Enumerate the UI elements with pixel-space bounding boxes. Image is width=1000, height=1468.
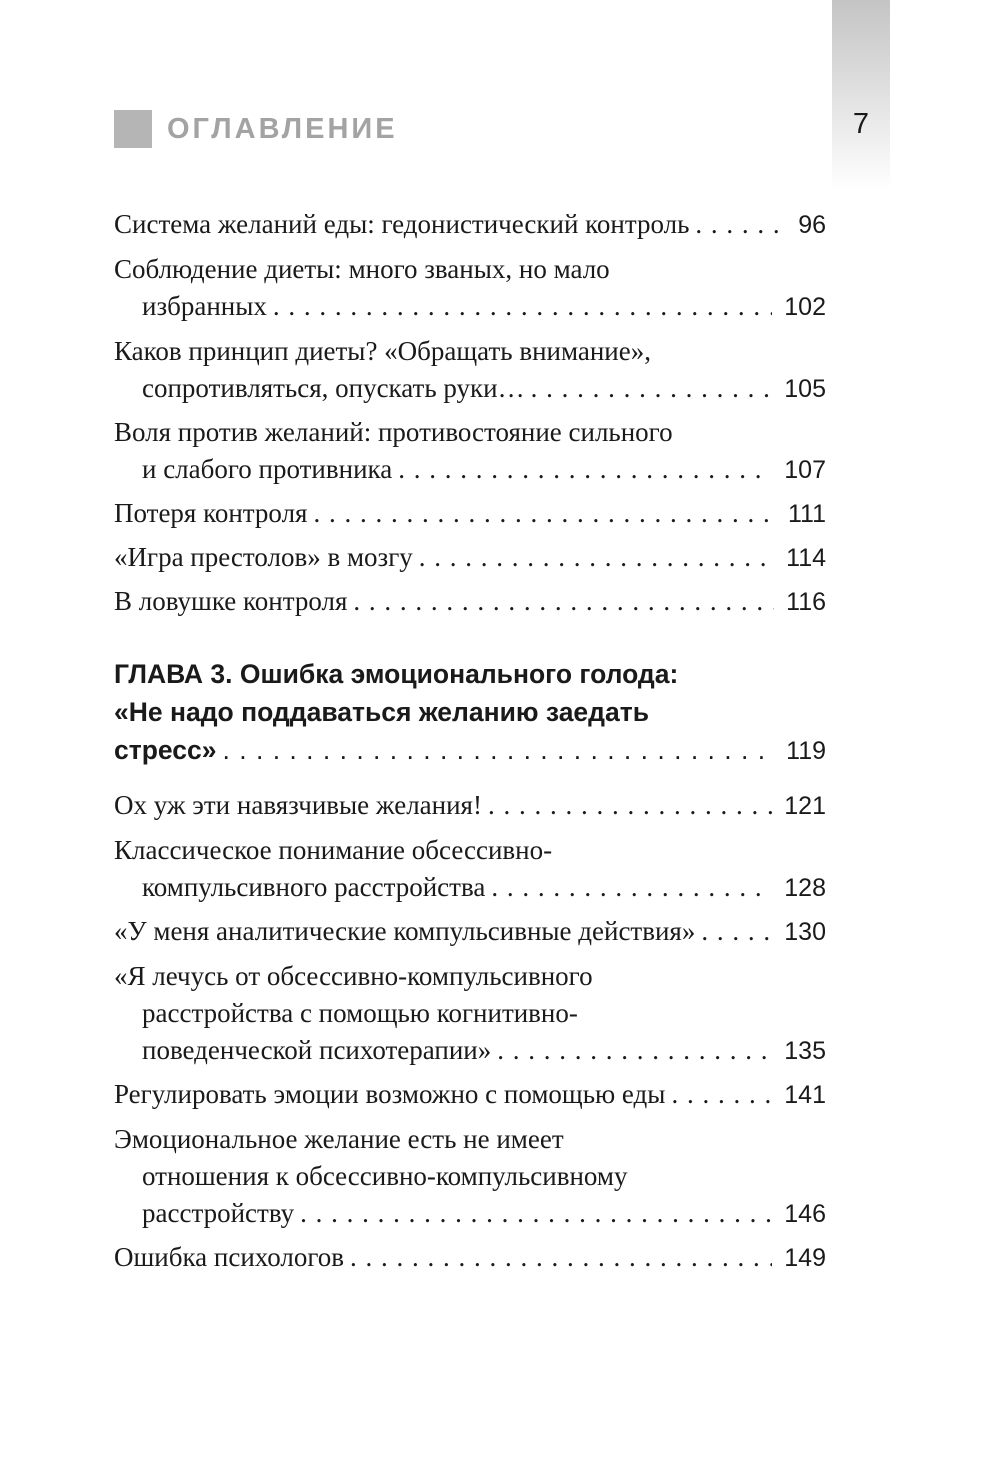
toc-entry-title: Регулировать эмоции возможно с помощью еды: [114, 1079, 666, 1109]
dot-leader: [497, 1031, 772, 1069]
toc-page-number: 128: [784, 874, 826, 902]
toc-page-number: 141: [784, 1081, 826, 1109]
toc-entry-title: «У меня аналитические компульсивные действия»: [114, 916, 696, 946]
toc-entry[interactable]: [114, 413, 826, 487]
dot-leader: [398, 450, 772, 488]
toc-page-number: 130: [784, 918, 826, 946]
dot-leader: [701, 912, 772, 950]
toc-entry-title: Классическое понимание обсессивно-: [114, 835, 553, 865]
toc-page-number: 111: [787, 500, 826, 528]
dot-leader: [491, 868, 772, 906]
toc-entry-title: «Я лечусь от обсессивно-компульсивного: [114, 961, 593, 991]
toc-entry-title-continued: отношения к обсессивно-компульсивному: [142, 1161, 628, 1191]
toc-entry-title: Соблюдение диеты: много званых, но мало: [114, 254, 610, 284]
toc-entry[interactable]: [114, 912, 826, 949]
chapter-heading[interactable]: [114, 655, 826, 769]
toc-entry[interactable]: [114, 494, 826, 531]
dot-leader: [488, 786, 772, 824]
toc-page-number: 102: [784, 293, 826, 321]
toc-entry[interactable]: [114, 957, 826, 1068]
toc-entry-title: Потеря контроля: [114, 498, 308, 528]
dot-leader: [223, 731, 775, 769]
toc-page-number: 116: [786, 588, 826, 616]
chapter-title: ГЛАВА 3. Ошибка эмоционального голода:: [114, 659, 679, 689]
toc-entry-title-continued: расстройству: [142, 1198, 295, 1228]
dot-leader: [353, 582, 774, 620]
toc-entry-title: Ох уж эти навязчивые желания!: [114, 790, 482, 820]
toc-entry-title: В ловушке контроля: [114, 586, 348, 616]
toc-entry-title: Ошибка психологов: [114, 1242, 345, 1272]
dot-leader: [313, 494, 776, 532]
toc-entry-title-continued: компульсивного расстройства: [142, 872, 486, 902]
toc-entry[interactable]: [114, 1075, 826, 1112]
toc-page-number: 96: [798, 211, 826, 239]
section-title: ОГЛАВЛЕНИЕ: [167, 112, 398, 145]
toc-entry-title: «Игра престолов» в мозгу: [114, 542, 413, 572]
chapter-title-continued: стресс»: [114, 735, 217, 765]
toc-page-number: 121: [784, 792, 826, 820]
toc-entry[interactable]: [114, 332, 826, 406]
toc-page-number: 105: [784, 375, 826, 403]
toc-entry[interactable]: [114, 205, 826, 242]
toc-page-number: 114: [786, 544, 826, 572]
toc-entry[interactable]: [114, 1238, 826, 1275]
dot-leader: [300, 1194, 772, 1232]
toc-entry-title-continued: расстройства с помощью когнитивно-: [142, 998, 578, 1028]
toc-page-number: 107: [784, 456, 826, 484]
dot-leader: [671, 1075, 772, 1113]
header-square-icon: [114, 110, 152, 148]
toc-entry[interactable]: [114, 1120, 826, 1231]
page-number: 7: [852, 108, 870, 140]
toc-entry[interactable]: [114, 538, 826, 575]
section-header: [114, 110, 398, 148]
toc-entry-title-continued: и слабого противника: [142, 454, 393, 484]
dot-leader: [350, 1238, 772, 1276]
toc-entry[interactable]: [114, 786, 826, 823]
toc-page-number: 149: [784, 1244, 826, 1272]
toc-entry-title: Воля против желаний: противостояние сильного: [114, 417, 673, 447]
dot-leader: [695, 205, 786, 243]
chapter-page-number: 119: [786, 737, 826, 765]
toc-entry-title-continued: поведенческой психотерапии»: [142, 1035, 492, 1065]
toc-entry[interactable]: [114, 582, 826, 619]
dot-leader: [273, 287, 772, 325]
toc-entry[interactable]: [114, 831, 826, 905]
toc-entry[interactable]: [114, 250, 826, 324]
page-tab-decoration: [832, 0, 890, 190]
toc-page-number: 135: [784, 1037, 826, 1065]
toc-entry-title-continued: избранных: [142, 291, 267, 321]
dot-leader: [531, 369, 773, 407]
toc-page-number: 146: [784, 1200, 826, 1228]
toc-entry-title: Эмоциональное желание есть не имеет: [114, 1124, 564, 1154]
toc-entry-title-continued: сопротивляться, опускать руки…: [142, 373, 525, 403]
dot-leader: [419, 538, 774, 576]
toc-entry-title: Каков принцип диеты? «Обращать внимание»,: [114, 336, 651, 366]
chapter-title-continued: «Не надо поддаваться желанию заедать: [114, 697, 649, 727]
toc-entry-title: Система желаний еды: гедонистический контроль: [114, 209, 690, 239]
